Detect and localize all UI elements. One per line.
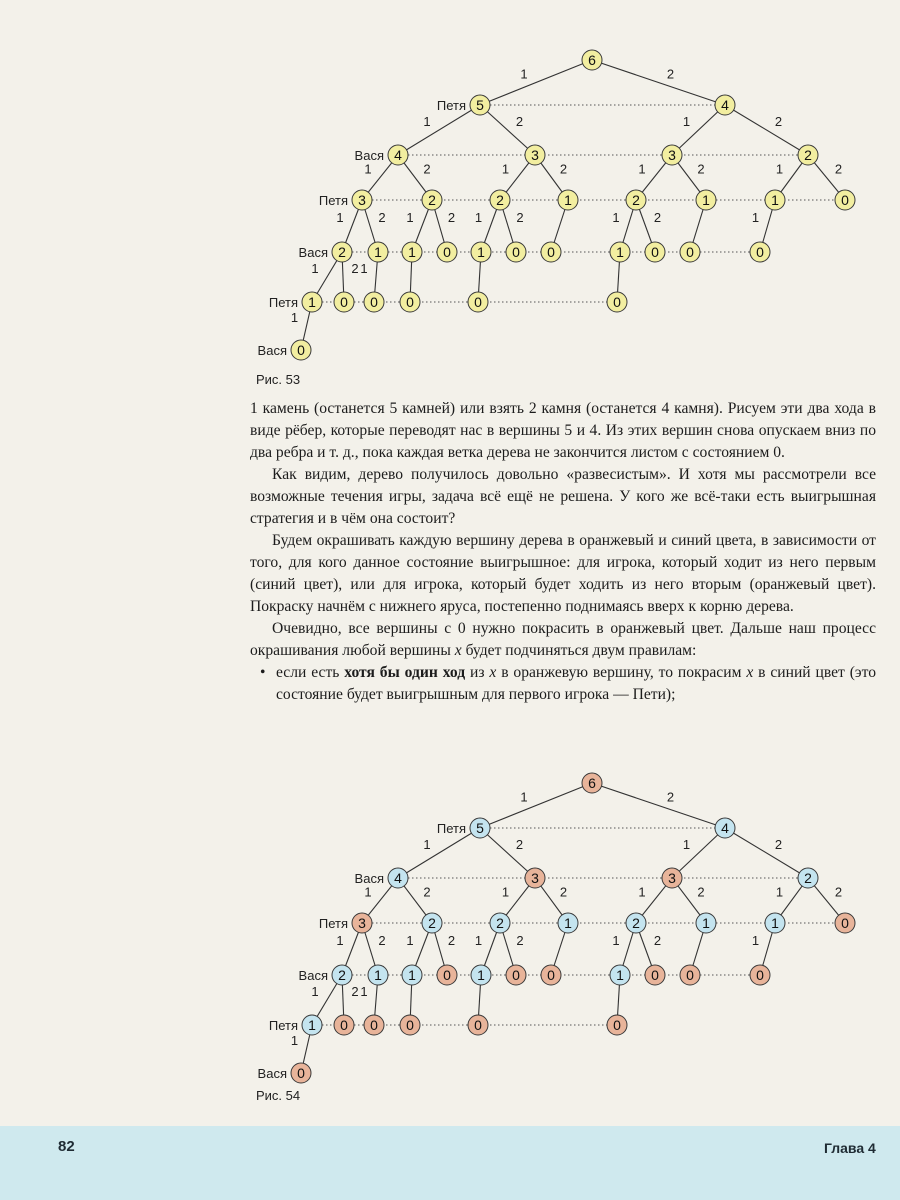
tree-node-value: 5: [476, 820, 484, 836]
tree-node-value: 1: [771, 915, 779, 931]
player-label: Петя: [268, 295, 298, 310]
edge-label: 1: [336, 210, 344, 225]
tree-node-value: 1: [308, 294, 316, 310]
player-label: Петя: [436, 98, 466, 113]
tree-node-value: 3: [531, 870, 539, 886]
tree-node-value: 1: [702, 915, 710, 931]
edge-label: 1: [775, 161, 784, 177]
tree-node-value: 0: [443, 967, 451, 983]
tree-node-value: 0: [841, 915, 849, 931]
tree-node-value: 2: [632, 192, 640, 208]
tree-node-value: 5: [476, 97, 484, 113]
tree-node-value: 1: [771, 192, 779, 208]
edge-label: 2: [447, 933, 456, 948]
edge-label: 2: [423, 884, 431, 900]
rule-item: • если есть хотя бы один ход из x в оранжевую вершину, то покрасим x в синий цвет (это состояние будет выигрышным для первого игрока — Пети);: [250, 662, 876, 706]
tree-node-value: 0: [443, 244, 451, 260]
edge-label: 1: [751, 210, 760, 225]
edge-label: 2: [378, 933, 386, 948]
edge-label: 2: [666, 66, 675, 82]
tree-node-value: 0: [406, 294, 414, 310]
tree-node-value: 2: [428, 915, 436, 931]
tree-node-value: 0: [297, 1065, 305, 1081]
edge-label: 1: [474, 210, 483, 225]
tree-node-value: 0: [340, 294, 348, 310]
edge-label: 2: [697, 161, 705, 177]
paragraph-1: 1 камень (останется 5 камней) или взять 2 камня (останется 4 камня). Рисуем эти два хода в виде рёбер, которые переводят нас в вершины 5 и 4. Из этих вершин снова опускаем вниз по два ребра и т. д., пока каждая ветка дерева не закончится листом с состоянием 0.: [250, 400, 876, 461]
figure-54-caption: Рис. 54: [256, 1088, 301, 1103]
edge-label: 2: [559, 884, 568, 900]
figure-53-game-tree: [0, 0, 900, 400]
edge-label: 2: [559, 161, 568, 177]
tree-node-value: 0: [651, 244, 659, 260]
edge-label: 1: [360, 984, 368, 999]
tree-edge: [480, 828, 535, 878]
tree-node-value: 0: [613, 294, 621, 310]
tree-node-value: 2: [338, 244, 346, 260]
edge-label: 1: [290, 1033, 299, 1048]
tree-node-value: 0: [370, 1017, 378, 1033]
tree-node-value: 6: [588, 775, 596, 791]
tree-node-value: 1: [308, 1017, 316, 1033]
rules-list: [250, 662, 876, 706]
tree-node-value: 0: [547, 967, 555, 983]
tree-node-value: 3: [358, 915, 366, 931]
tree-node-value: 0: [613, 1017, 621, 1033]
edge-label: 2: [447, 210, 456, 225]
edge-label: 1: [406, 210, 414, 225]
tree-node-value: 0: [756, 244, 764, 260]
tree-edge: [480, 105, 535, 155]
tree-edge: [592, 60, 725, 105]
player-label: Вася: [298, 968, 328, 983]
player-label: Вася: [354, 148, 384, 163]
tree-node-value: 1: [408, 244, 416, 260]
edge-label: 1: [311, 984, 319, 999]
tree-node-value: 1: [564, 192, 572, 208]
edge-label: 2: [653, 933, 662, 948]
edge-label: 2: [774, 837, 783, 852]
tree-node-value: 0: [547, 244, 555, 260]
edge-label: 2: [351, 984, 359, 999]
edge-label: 1: [775, 884, 784, 900]
tree-node-value: 2: [804, 870, 812, 886]
tree-node-value: 1: [564, 915, 572, 931]
tree-edge: [480, 783, 592, 828]
tree-node-value: 1: [702, 192, 710, 208]
tree-node-value: 3: [531, 147, 539, 163]
edge-label: 1: [612, 210, 620, 225]
edge-label: 2: [378, 210, 386, 225]
tree-node-value: 0: [756, 967, 764, 983]
tree-node-value: 1: [477, 244, 485, 260]
tree-node-value: 3: [668, 147, 676, 163]
tree-node-value: 4: [721, 820, 729, 836]
paragraph-3: Будем окрашивать каждую вершину дерева в оранжевый и синий цвета, в зависимости от того, для кого данное состояние выигрышное: для игрока, который ходит из него первым (синий цвет), или для игрока, который будет ходить из него вторым (оранжевый цвет). Покраску начнём с нижнего яруса, постепенно поднимаясь вверх к корню дерева.: [250, 532, 876, 615]
edge-label: 1: [423, 837, 431, 852]
player-label: Петя: [268, 1018, 298, 1033]
tree-node-value: 4: [394, 147, 402, 163]
edge-label: 2: [774, 114, 783, 129]
player-label: Вася: [257, 1066, 287, 1081]
tree-edge: [592, 783, 725, 828]
edge-label: 2: [653, 210, 662, 225]
figure-54-colored-game-tree: [0, 760, 900, 1110]
tree-node-value: 2: [632, 915, 640, 931]
tree-node-value: 3: [668, 870, 676, 886]
edge-label: 1: [501, 884, 510, 900]
edge-label: 1: [406, 933, 414, 948]
tree-node-value: 2: [338, 967, 346, 983]
tree-edge: [725, 828, 808, 878]
paragraph-4: Очевидно, все вершины с 0 нужно покрасить в оранжевый цвет. Дальше наш процесс окрашивания любой вершины x будет подчиняться двум правилам:: [250, 620, 876, 659]
edge-label: 1: [520, 789, 528, 805]
edge-label: 2: [834, 161, 843, 177]
edge-label: 2: [515, 114, 524, 129]
edge-label: 2: [515, 837, 524, 852]
tree-node-value: 1: [616, 967, 624, 983]
tree-node-value: 0: [651, 967, 659, 983]
edge-label: 1: [360, 261, 368, 276]
tree-edge: [480, 60, 592, 105]
tree-node-value: 2: [428, 192, 436, 208]
tree-node-value: 1: [374, 967, 382, 983]
figure-53-caption: Рис. 53: [256, 372, 301, 387]
edge-label: 1: [682, 114, 691, 129]
edge-label: 1: [612, 933, 620, 948]
tree-node-value: 0: [512, 244, 520, 260]
tree-node-value: 2: [804, 147, 812, 163]
player-label: Петя: [436, 821, 466, 836]
tree-node-value: 0: [406, 1017, 414, 1033]
player-label: Вася: [354, 871, 384, 886]
tree-node-value: 0: [686, 967, 694, 983]
edge-label: 1: [364, 161, 372, 177]
tree-node-value: 1: [477, 967, 485, 983]
edge-label: 2: [834, 884, 843, 900]
edge-label: 1: [638, 161, 646, 177]
tree-node-value: 0: [370, 294, 378, 310]
edge-label: 2: [423, 161, 431, 177]
tree-node-value: 0: [841, 192, 849, 208]
footer-band: [0, 1126, 900, 1200]
tree-edge: [672, 828, 725, 878]
edge-label: 2: [516, 210, 524, 225]
tree-node-value: 0: [512, 967, 520, 983]
tree-node-value: 0: [686, 244, 694, 260]
edge-label: 2: [516, 933, 524, 948]
edge-label: 1: [638, 884, 646, 900]
edge-label: 2: [351, 261, 359, 276]
tree-node-value: 2: [496, 192, 504, 208]
edge-label: 1: [364, 884, 372, 900]
tree-node-value: 4: [394, 870, 402, 886]
tree-node-value: 1: [374, 244, 382, 260]
edge-label: 1: [336, 933, 344, 948]
tree-node-value: 4: [721, 97, 729, 113]
player-label: Вася: [298, 245, 328, 260]
tree-edge: [725, 105, 808, 155]
page-number: 82: [58, 1138, 75, 1155]
paragraph-2: Как видим, дерево получилось довольно «развесистым». И хотя мы рассмотрели все возможные течения игры, задача всё ещё не решена. У кого же всё-таки есть выигрышная стратегия и в чём она состоит?: [250, 466, 876, 527]
tree-node-value: 2: [496, 915, 504, 931]
edge-label: 1: [520, 66, 528, 82]
tree-node-value: 6: [588, 52, 596, 68]
tree-node-value: 0: [340, 1017, 348, 1033]
tree-node-value: 1: [408, 967, 416, 983]
tree-edge: [672, 105, 725, 155]
edge-label: 1: [290, 310, 299, 325]
tree-node-value: 1: [616, 244, 624, 260]
chapter-label: Глава 4: [824, 1140, 876, 1156]
player-label: Петя: [318, 916, 348, 931]
edge-label: 1: [423, 114, 431, 129]
tree-node-value: 0: [474, 1017, 482, 1033]
edge-label: 1: [501, 161, 510, 177]
edge-label: 2: [697, 884, 705, 900]
edge-label: 2: [666, 789, 675, 805]
edge-label: 1: [682, 837, 691, 852]
tree-node-value: 0: [297, 342, 305, 358]
player-label: Вася: [257, 343, 287, 358]
body-text: [250, 398, 876, 706]
edge-label: 1: [311, 261, 319, 276]
tree-node-value: 0: [474, 294, 482, 310]
edge-label: 1: [474, 933, 483, 948]
player-label: Петя: [318, 193, 348, 208]
tree-node-value: 3: [358, 192, 366, 208]
edge-label: 1: [751, 933, 760, 948]
